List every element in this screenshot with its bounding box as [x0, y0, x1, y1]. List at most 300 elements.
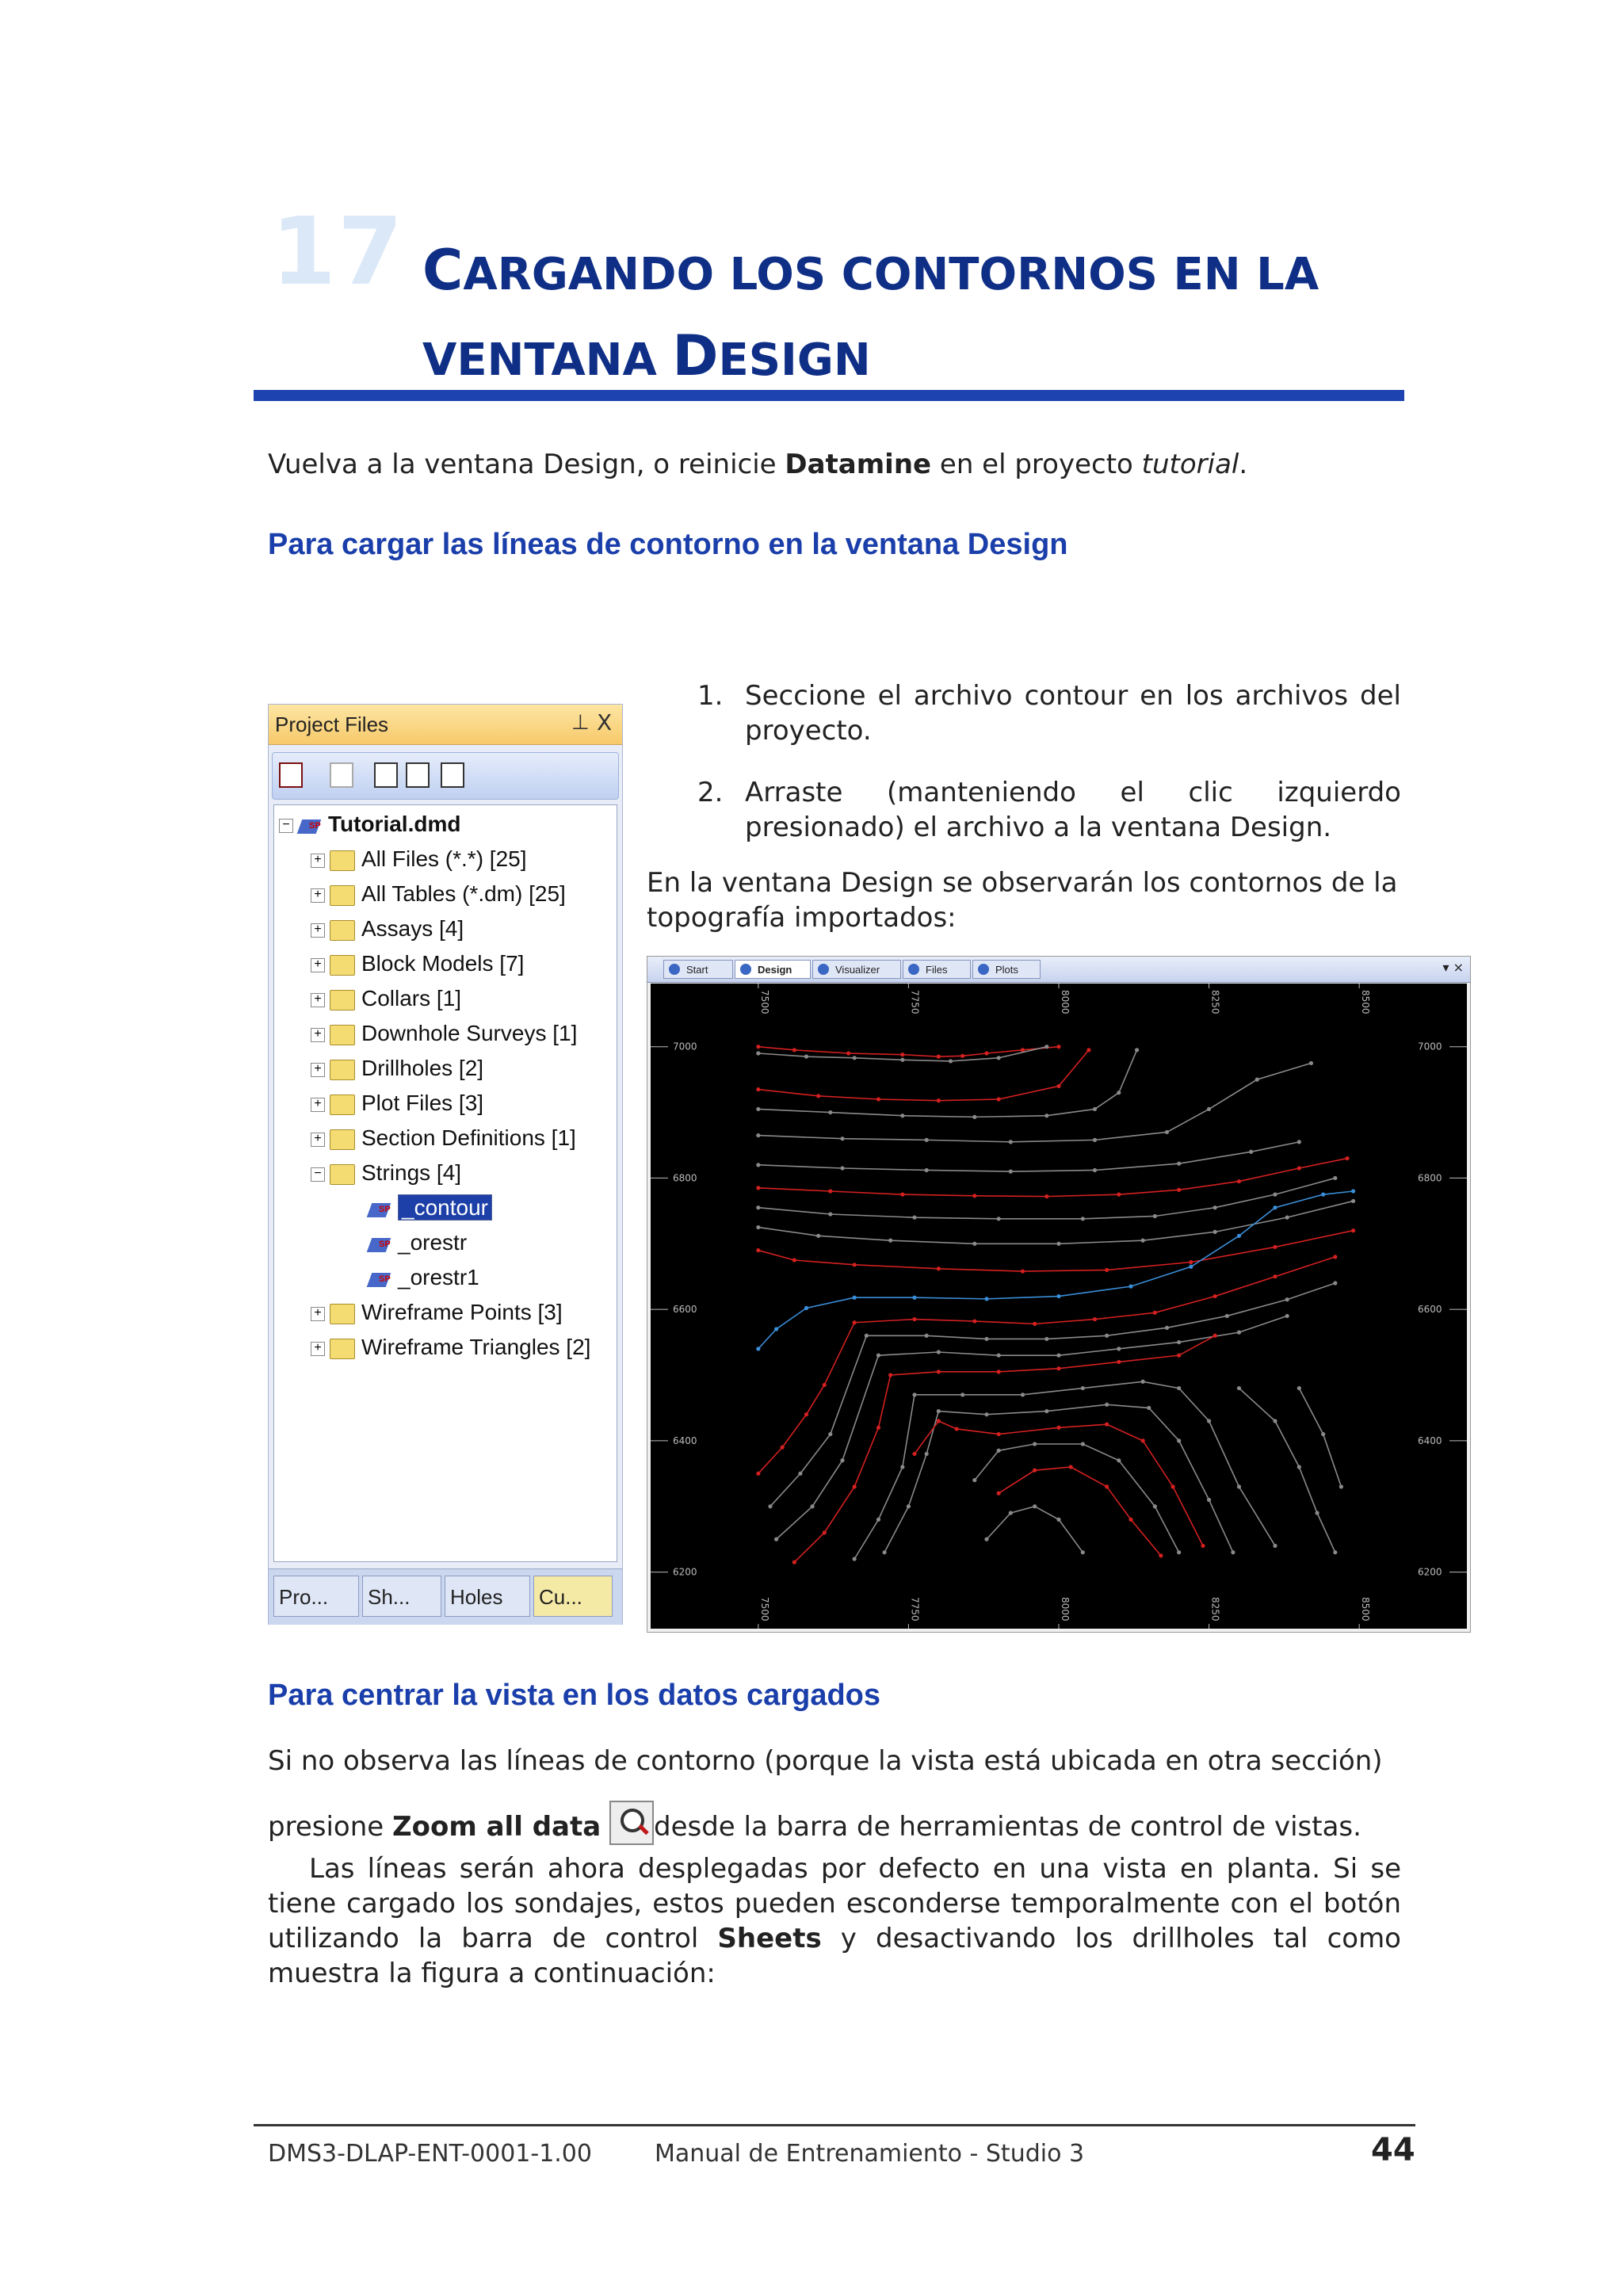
expand-icon[interactable]: +	[311, 958, 325, 972]
contour-vertex	[1117, 1347, 1121, 1350]
x-tick-label-bottom: 8250	[1209, 1597, 1221, 1622]
contour-vertex	[1044, 1114, 1048, 1117]
contour-vertex	[1165, 1130, 1169, 1134]
contour-vertex	[1309, 1061, 1313, 1065]
contour-vertex	[1056, 1294, 1060, 1298]
y-tick-label-right: 6600	[1418, 1304, 1442, 1316]
contour-vertex	[1086, 1048, 1090, 1052]
contour-vertex	[907, 1504, 911, 1508]
contour-vertex	[1105, 1268, 1109, 1272]
contour-vertex	[997, 1449, 1001, 1453]
tree-folder[interactable]	[311, 913, 464, 945]
tree-folder[interactable]	[311, 1087, 483, 1119]
contour-vertex	[1333, 1255, 1337, 1259]
x-tick-label-bottom: 7500	[758, 1597, 770, 1622]
contour-vertex	[900, 1193, 904, 1197]
tab-customization[interactable]: Cu...	[533, 1576, 613, 1617]
contour-line	[758, 1159, 1347, 1197]
folder-icon	[330, 1164, 355, 1185]
contour-vertex	[1177, 1162, 1181, 1166]
expand-icon[interactable]: +	[311, 888, 325, 903]
contour-vertex	[984, 1337, 988, 1341]
footer-doc-code: DMS3-DLAP-ENT-0001-1.00	[268, 2140, 592, 2168]
contour-vertex	[1056, 1426, 1060, 1430]
tree-item-label: _contour	[398, 1194, 492, 1221]
contour-vertex	[876, 1354, 880, 1358]
contour-vertex	[1117, 1193, 1121, 1197]
contour-line	[758, 1201, 1354, 1244]
contour-vertex	[1297, 1166, 1301, 1170]
contour-vertex	[1009, 1511, 1013, 1515]
paragraph-center-3: Las líneas serán ahora desplegadas por defecto en una vista en planta. Si se tiene cargado los sondajes, estos pueden esconderse temporalmente con el botón utilizando la barra de control Sheets y desactivando los drillholes tal como muestra la figura a continuación:	[268, 1853, 1401, 1989]
contour-vertex	[997, 1097, 1001, 1101]
contour-vertex	[853, 1484, 857, 1488]
contour-vertex	[1153, 1504, 1157, 1508]
contour-vertex	[1177, 1386, 1181, 1390]
contour-vertex	[1044, 1194, 1048, 1198]
contour-vertex	[756, 1051, 760, 1055]
tree-item-label: Strings [4]	[361, 1160, 462, 1185]
contour-vertex	[1105, 1484, 1109, 1488]
contour-line	[1299, 1389, 1341, 1487]
expand-icon[interactable]: +	[311, 1133, 325, 1147]
contour-line	[1239, 1389, 1335, 1553]
contour-vertex	[1297, 1386, 1301, 1390]
contour-vertex	[756, 1205, 760, 1209]
contour-vertex	[1273, 1419, 1277, 1423]
contour-vertex	[756, 1248, 760, 1252]
contour-vertex	[823, 1530, 827, 1534]
folder-icon	[330, 990, 355, 1010]
contour-vertex	[925, 1334, 929, 1338]
contour-vertex	[954, 1427, 958, 1431]
contour-vertex	[984, 1297, 988, 1301]
expand-icon[interactable]: +	[311, 923, 325, 938]
contour-vertex	[1044, 1337, 1048, 1341]
project-files-panel	[268, 704, 623, 1625]
contour-vertex	[1177, 1550, 1181, 1554]
folder-icon	[330, 1304, 355, 1324]
y-tick-label-right: 7000	[1418, 1041, 1442, 1052]
contour-vertex	[1321, 1432, 1325, 1436]
window-controls[interactable]: ▾ ×	[1442, 960, 1464, 975]
contour-vertex	[768, 1504, 772, 1508]
contour-vertex	[1351, 1228, 1355, 1232]
y-tick-label-left: 6200	[673, 1566, 697, 1578]
tree-item-label: Section Definitions [1]	[361, 1125, 576, 1150]
folder-icon	[330, 920, 355, 941]
pin-icon[interactable]: ⊥	[571, 711, 590, 735]
steps-list	[697, 678, 1401, 872]
contour-vertex	[804, 1306, 808, 1310]
contour-vertex	[937, 1266, 941, 1270]
x-tick-label-top: 8250	[1209, 990, 1221, 1014]
tab-plots[interactable]: Plots	[972, 960, 1041, 979]
contour-vertex	[1135, 1048, 1139, 1052]
contour-vertex	[792, 1258, 796, 1262]
database-icon	[298, 815, 322, 837]
contour-vertex	[1273, 1274, 1277, 1278]
contour-vertex	[1021, 1392, 1025, 1396]
contour-vertex	[1033, 1322, 1037, 1326]
contour-line	[770, 1283, 1335, 1507]
page-number: 44	[1371, 2132, 1415, 2168]
contour-vertex	[846, 1051, 850, 1055]
contour-vertex	[1105, 1334, 1109, 1338]
collapse-icon[interactable]: −	[311, 1167, 325, 1182]
folder-icon	[330, 1025, 355, 1045]
contour-vertex	[1213, 1334, 1217, 1338]
contour-vertex	[1285, 1297, 1289, 1301]
contour-vertex	[828, 1189, 832, 1193]
tree-folder[interactable]	[311, 983, 461, 1014]
tree-item-label: Plot Files [3]	[361, 1091, 484, 1115]
chapter-number: 17	[271, 197, 405, 306]
contour-line	[758, 1231, 1354, 1271]
contour-vertex	[925, 1168, 929, 1172]
contour-vertex	[960, 1392, 964, 1396]
contour-vertex	[1081, 1386, 1085, 1390]
contour-vertex	[1117, 1458, 1121, 1462]
tree-item-label: Downhole Surveys [1]	[361, 1021, 578, 1045]
section-heading-center: Para centrar la vista en los datos cargados	[268, 1679, 881, 1712]
y-tick-label-right: 6200	[1418, 1566, 1442, 1578]
contour-vertex	[756, 1163, 760, 1167]
contour-vertex	[1177, 1188, 1181, 1192]
design-window	[647, 956, 1471, 1633]
x-tick-label-bottom: 7750	[909, 1597, 921, 1622]
contour-vertex	[816, 1234, 820, 1238]
tree-file[interactable]	[368, 1192, 492, 1224]
collapse-icon[interactable]: −	[279, 819, 293, 833]
contour-vertex	[997, 1056, 1001, 1060]
contour-vertex	[1345, 1156, 1349, 1160]
tree-folder[interactable]	[311, 1297, 563, 1328]
contour-vertex	[1117, 1091, 1121, 1095]
tree-root[interactable]	[279, 808, 460, 840]
contour-vertex	[1297, 1465, 1301, 1469]
contour-vertex	[1333, 1176, 1337, 1180]
tree-item-label: Wireframe Triangles [2]	[361, 1335, 591, 1359]
contour-vertex	[756, 1472, 760, 1476]
footer-title: Manual de Entrenamiento - Studio 3	[655, 2140, 1085, 2168]
paragraph-center-2: presione Zoom all data desde la barra de herramientas de control de vistas.	[268, 1801, 1361, 1845]
expand-icon[interactable]: +	[311, 854, 325, 868]
folder-icon	[330, 885, 355, 906]
contour-vertex	[1351, 1199, 1355, 1203]
tree-item-label: _orestr1	[398, 1265, 479, 1289]
contour-vertex	[882, 1550, 886, 1554]
contour-vertex	[888, 1373, 892, 1377]
tree-folder[interactable]	[311, 843, 527, 875]
contour-vertex	[853, 1557, 857, 1561]
tree-item-label: Wireframe Points [3]	[361, 1300, 563, 1324]
expand-icon[interactable]: +	[311, 993, 325, 1007]
chapter-rule	[254, 390, 1404, 401]
y-tick-label-right: 6800	[1418, 1172, 1442, 1184]
contour-vertex	[828, 1212, 832, 1216]
contour-vertex	[1056, 1354, 1060, 1358]
tree-item-label: All Files (*.*) [25]	[361, 846, 527, 871]
folder-icon	[330, 1095, 355, 1115]
tree-item-label: Collars [1]	[361, 986, 462, 1010]
contour-vertex	[1056, 1045, 1060, 1049]
contour-line	[915, 1421, 1203, 1545]
contour-vertex	[781, 1446, 785, 1450]
tree-item-label: All Tables (*.dm) [25]	[361, 881, 566, 906]
contour-vertex	[900, 1114, 904, 1117]
contour-vertex	[997, 1354, 1001, 1358]
contour-vertex	[1255, 1078, 1259, 1082]
contour-vertex	[876, 1097, 880, 1101]
contour-vertex	[925, 1452, 929, 1456]
folder-icon	[330, 1060, 355, 1080]
contour-vertex	[756, 1186, 760, 1190]
contour-vertex	[1249, 1150, 1253, 1154]
contour-vertex	[1081, 1442, 1085, 1446]
contour-vertex	[1141, 1438, 1145, 1442]
tree-folder[interactable]	[311, 1122, 576, 1154]
contour-vertex	[937, 1419, 941, 1423]
string-file-icon	[368, 1198, 391, 1221]
y-tick-label-left: 6600	[673, 1304, 697, 1316]
expand-icon[interactable]: +	[311, 1028, 325, 1042]
contour-vertex	[1207, 1107, 1211, 1111]
contour-vertex	[1273, 1544, 1277, 1548]
contour-vertex	[828, 1110, 832, 1114]
folder-icon	[330, 1129, 355, 1150]
contour-plot-area	[651, 984, 1467, 1629]
contour-vertex	[792, 1048, 796, 1052]
contour-vertex	[972, 1115, 976, 1119]
contour-vertex	[1153, 1214, 1157, 1218]
contour-vertex	[1141, 1239, 1145, 1243]
new-file-icon[interactable]	[374, 762, 398, 788]
contour-vertex	[876, 1426, 880, 1430]
contour-vertex	[756, 1087, 760, 1091]
tab-project[interactable]: Pro...	[273, 1576, 359, 1617]
expand-icon[interactable]: +	[311, 1063, 325, 1077]
contour-vertex	[1159, 1553, 1163, 1557]
x-tick-label-bottom: 8500	[1360, 1597, 1372, 1622]
tree-item-label: Block Models [7]	[361, 951, 525, 976]
contour-vertex	[972, 1194, 976, 1198]
contour-vertex	[1333, 1281, 1337, 1285]
tree-folder[interactable]	[311, 1052, 483, 1084]
contour-vertex	[840, 1137, 844, 1140]
contour-vertex	[1044, 1409, 1048, 1413]
contour-vertex	[1207, 1498, 1211, 1502]
contour-vertex	[925, 1138, 929, 1142]
contour-vertex	[1213, 1294, 1217, 1298]
contour-vertex	[900, 1465, 904, 1469]
contour-vertex	[1237, 1234, 1241, 1238]
contour-vertex	[1093, 1138, 1097, 1142]
tree-item-label: _orestr	[398, 1230, 468, 1255]
tree-toggle-icon[interactable]	[279, 762, 303, 788]
contour-vertex	[937, 1370, 941, 1373]
contour-vertex	[1189, 1265, 1193, 1269]
contour-vertex	[1237, 1331, 1241, 1335]
contour-vertex	[828, 1432, 832, 1436]
project-files-tree	[273, 804, 617, 1562]
contour-vertex	[1105, 1423, 1109, 1427]
contour-vertex	[972, 1242, 976, 1246]
contour-vertex	[912, 1392, 916, 1396]
design-note: En la ventana Design se observarán los contornos de la topografía importados:	[647, 867, 1398, 934]
contour-vertex	[804, 1412, 808, 1416]
expand-icon[interactable]: +	[311, 1307, 325, 1321]
footer-rule	[254, 2124, 1415, 2126]
tab-files[interactable]: Files	[903, 960, 971, 979]
tab-holes[interactable]: Holes	[445, 1576, 530, 1617]
contour-vertex	[1213, 1230, 1217, 1234]
contour-line	[758, 1257, 1335, 1473]
x-tick-label-top: 7750	[909, 990, 921, 1014]
step-item: 1. Seccione el archivo contour en los archivos del proyecto.	[697, 680, 1401, 747]
y-tick-label-left: 6800	[673, 1172, 697, 1184]
project-files-titlebar	[269, 705, 622, 745]
contour-vertex	[1315, 1511, 1319, 1515]
contour-vertex	[1237, 1484, 1241, 1488]
contour-vertex	[756, 1107, 760, 1111]
contour-vertex	[1093, 1107, 1097, 1111]
contour-vertex	[984, 1538, 988, 1541]
contour-vertex	[997, 1432, 1001, 1436]
contour-vertex	[1009, 1170, 1013, 1174]
project-files-toolbar	[272, 752, 619, 800]
contour-vertex	[1207, 1419, 1211, 1423]
contour-vertex	[900, 1058, 904, 1062]
x-tick-label-top: 8500	[1360, 990, 1372, 1014]
contour-vertex	[1147, 1406, 1151, 1410]
contour-vertex	[1056, 1366, 1060, 1370]
contour-vertex	[984, 1051, 988, 1055]
contour-vertex	[1069, 1465, 1073, 1469]
contour-vertex	[1333, 1550, 1337, 1554]
contour-vertex	[756, 1225, 760, 1229]
contour-vertex	[804, 1055, 808, 1059]
contour-vertex	[900, 1052, 904, 1056]
expand-icon[interactable]: +	[311, 1342, 325, 1356]
contour-vertex	[937, 1055, 941, 1059]
contour-vertex	[937, 1409, 941, 1413]
x-tick-label-top: 7500	[758, 990, 770, 1014]
project-files-tabs	[269, 1568, 622, 1625]
contour-vertex	[1044, 1045, 1048, 1049]
contour-vertex	[756, 1133, 760, 1137]
contour-line	[999, 1467, 1161, 1556]
expand-icon[interactable]: +	[311, 1098, 325, 1112]
tab-start[interactable]: Start	[663, 960, 733, 979]
contour-vertex	[997, 1492, 1001, 1496]
zoom-all-data-icon	[609, 1801, 654, 1845]
refresh-icon[interactable]	[330, 762, 353, 788]
contour-vertex	[853, 1056, 857, 1060]
contour-line	[777, 1316, 1288, 1539]
contour-vertex	[1093, 1168, 1097, 1172]
contour-vertex	[1225, 1314, 1229, 1318]
contour-line	[987, 1507, 1083, 1553]
contour-vertex	[1339, 1484, 1343, 1488]
design-window-tabs	[647, 957, 1470, 983]
tab-design[interactable]: Design	[735, 960, 811, 979]
tree-item-label: Tutorial.dmd	[328, 812, 461, 836]
copy-file-icon[interactable]	[406, 762, 430, 788]
contour-vertex	[972, 1478, 976, 1482]
tree-folder[interactable]	[311, 1157, 461, 1189]
contour-vertex	[1056, 1242, 1060, 1246]
contour-vertex	[756, 1347, 760, 1350]
contour-vertex	[912, 1317, 916, 1321]
import-file-icon[interactable]	[441, 762, 464, 788]
folder-icon	[330, 850, 355, 871]
tab-sheets[interactable]: Sh...	[362, 1576, 441, 1617]
contour-vertex	[937, 1098, 941, 1102]
contour-vertex	[840, 1458, 844, 1462]
y-tick-label-left: 6400	[673, 1435, 697, 1446]
contour-vertex	[1141, 1380, 1145, 1384]
folder-icon	[330, 1339, 355, 1359]
tree-file[interactable]	[368, 1262, 479, 1293]
contour-vertex	[1321, 1193, 1325, 1197]
contour-vertex	[1297, 1140, 1301, 1144]
contour-vertex	[1237, 1386, 1241, 1390]
contour-vertex	[1153, 1311, 1157, 1315]
contour-vertex	[774, 1538, 778, 1541]
contour-vertex	[853, 1296, 857, 1300]
contour-vertex	[1033, 1504, 1037, 1508]
string-file-icon	[368, 1233, 391, 1255]
tree-folder[interactable]	[311, 948, 524, 980]
y-tick-label-right: 6400	[1418, 1435, 1442, 1446]
contour-vertex	[840, 1166, 844, 1170]
x-tick-label-bottom: 8000	[1060, 1597, 1071, 1622]
tab-visualizer[interactable]: Visualizer	[812, 960, 901, 979]
contour-vertex	[912, 1452, 916, 1456]
contour-vertex	[1177, 1438, 1181, 1442]
tree-folder[interactable]	[311, 878, 566, 910]
contour-vertex	[984, 1412, 988, 1416]
contour-vertex	[1105, 1403, 1109, 1407]
contour-vertex	[1165, 1326, 1169, 1330]
contour-vertex	[810, 1504, 814, 1508]
contour-vertex	[798, 1472, 802, 1476]
tree-item-label: Drillholes [2]	[361, 1056, 484, 1080]
step-item: 2. Arraste (manteniendo el clic izquierdo presionado) el archivo a la ventana Design.	[697, 777, 1401, 843]
contour-vertex	[1213, 1205, 1217, 1209]
contour-vertex	[960, 1054, 964, 1058]
project-files-title: Project Files	[275, 712, 389, 736]
contour-vertex	[1170, 1484, 1174, 1488]
contour-vertex	[1009, 1140, 1013, 1144]
contour-vertex	[816, 1094, 820, 1098]
y-tick-label-left: 7000	[673, 1041, 697, 1052]
tree-item-label: Assays [4]	[361, 916, 464, 941]
contour-plot	[651, 984, 1467, 1629]
tree-folder[interactable]	[311, 1331, 590, 1363]
tree-folder[interactable]	[311, 1018, 577, 1049]
section-heading-load: Para cargar las líneas de contorno en la ventana Design	[268, 528, 1068, 561]
contour-vertex	[1201, 1544, 1205, 1548]
intro-paragraph: Vuelva a la ventana Design, o reinicie Datamine en el proyecto tutorial.	[268, 449, 1248, 480]
contour-vertex	[1117, 1360, 1121, 1364]
contour-line	[758, 1063, 1312, 1141]
close-button[interactable]: X	[597, 709, 613, 735]
tree-file[interactable]	[368, 1227, 467, 1259]
contour-vertex	[1081, 1217, 1085, 1221]
contour-vertex	[853, 1263, 857, 1266]
